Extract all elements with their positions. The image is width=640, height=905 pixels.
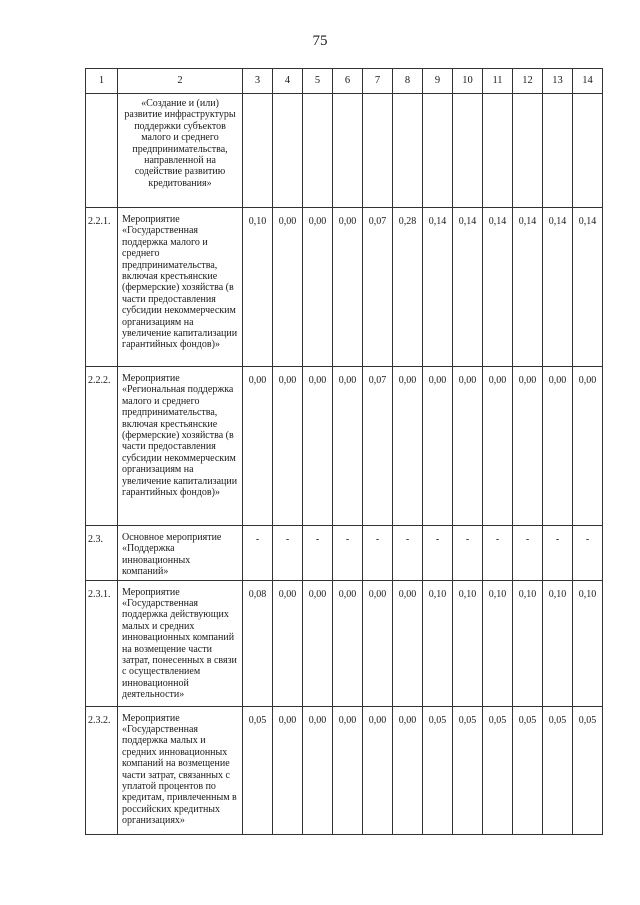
- row-number-cell: 2.3.1.: [86, 580, 118, 706]
- value-cell: 0,00: [243, 367, 273, 526]
- value-cell: 0,14: [543, 208, 573, 367]
- value-cell: -: [543, 526, 573, 581]
- value-cell: 0,00: [393, 367, 423, 526]
- value-cell: -: [393, 526, 423, 581]
- value-cell: 0,10: [573, 580, 603, 706]
- value-cell: 0,10: [513, 580, 543, 706]
- value-cell: 0,00: [363, 706, 393, 834]
- value-cell: [363, 94, 393, 208]
- page-number: 75: [312, 33, 328, 49]
- row-name-cell: Основное мероприятие «Поддержка инновационных компаний»: [118, 526, 243, 581]
- value-cell: [573, 94, 603, 208]
- header-cell: 7: [363, 69, 393, 94]
- header-cell: 6: [333, 69, 363, 94]
- value-cell: 0,00: [303, 208, 333, 367]
- value-cell: -: [423, 526, 453, 581]
- value-cell: -: [573, 526, 603, 581]
- row-name-cell: Мероприятие «Государственная поддержка действующих малых и средних инновационных компаний на возмещение части затрат, понесенных в связи с осуществлением инновационной деятельности»: [118, 580, 243, 706]
- value-cell: 0,05: [573, 706, 603, 834]
- header-cell: 4: [273, 69, 303, 94]
- header-cell: 11: [483, 69, 513, 94]
- value-cell: 0,28: [393, 208, 423, 367]
- header-cell: 10: [453, 69, 483, 94]
- value-cell: 0,05: [543, 706, 573, 834]
- value-cell: [543, 94, 573, 208]
- data-table: [85, 68, 603, 835]
- value-cell: [513, 94, 543, 208]
- header-cell: 2: [118, 69, 243, 94]
- value-cell: 0,00: [273, 208, 303, 367]
- value-cell: [483, 94, 513, 208]
- header-cell: 1: [86, 69, 118, 94]
- value-cell: [393, 94, 423, 208]
- value-cell: 0,14: [453, 208, 483, 367]
- value-cell: 0,00: [513, 367, 543, 526]
- row-number-cell: 2.3.: [86, 526, 118, 581]
- value-cell: 0,00: [303, 580, 333, 706]
- row-name-cell: Мероприятие «Государственная поддержка малого и среднего предпринимательства, включая крестьянские (фермерские) хозяйства (в части предоставления субсидии некоммерческим организациям на увеличение капитализации гарантийных фондов)»: [118, 208, 243, 367]
- value-cell: -: [333, 526, 363, 581]
- header-cell: 5: [303, 69, 333, 94]
- table-row: [86, 94, 603, 208]
- value-cell: 0,14: [423, 208, 453, 367]
- value-cell: 0,14: [513, 208, 543, 367]
- header-cell: 13: [543, 69, 573, 94]
- value-cell: 0,00: [573, 367, 603, 526]
- value-cell: 0,10: [483, 580, 513, 706]
- value-cell: 0,00: [333, 706, 363, 834]
- value-cell: 0,05: [243, 706, 273, 834]
- value-cell: [303, 94, 333, 208]
- value-cell: 0,00: [363, 580, 393, 706]
- value-cell: 0,00: [273, 706, 303, 834]
- header-cell: 9: [423, 69, 453, 94]
- row-number-cell: [86, 94, 118, 208]
- value-cell: 0,00: [303, 367, 333, 526]
- header-row: [86, 69, 603, 94]
- value-cell: 0,00: [483, 367, 513, 526]
- value-cell: [423, 94, 453, 208]
- header-cell: 8: [393, 69, 423, 94]
- value-cell: [243, 94, 273, 208]
- value-cell: 0,10: [243, 208, 273, 367]
- value-cell: 0,00: [393, 580, 423, 706]
- value-cell: 0,10: [423, 580, 453, 706]
- table-row: [86, 208, 603, 367]
- header-cell: 14: [573, 69, 603, 94]
- value-cell: -: [513, 526, 543, 581]
- value-cell: 0,00: [543, 367, 573, 526]
- value-cell: [333, 94, 363, 208]
- value-cell: -: [453, 526, 483, 581]
- row-number-cell: 2.2.1.: [86, 208, 118, 367]
- value-cell: 0,05: [483, 706, 513, 834]
- header-cell: 3: [243, 69, 273, 94]
- value-cell: -: [363, 526, 393, 581]
- value-cell: 0,10: [453, 580, 483, 706]
- value-cell: 0,00: [333, 367, 363, 526]
- value-cell: -: [243, 526, 273, 581]
- value-cell: 0,00: [393, 706, 423, 834]
- row-name-cell: Мероприятие «Региональная поддержка малого и среднего предпринимательства, включая крестьянские (фермерские) хозяйства (в части предоставления субсидии некоммерческим организациям на увеличение капитализации гарантийных фондов)»: [118, 367, 243, 526]
- value-cell: -: [483, 526, 513, 581]
- value-cell: 0,07: [363, 208, 393, 367]
- value-cell: -: [273, 526, 303, 581]
- value-cell: 0,14: [483, 208, 513, 367]
- table-row: [86, 367, 603, 526]
- table-row: [86, 580, 603, 706]
- row-name-cell: «Создание и (или) развитие инфраструктуры поддержки субъектов малого и среднего предпринимательства, направленной на содействие развитию кредитования»: [118, 94, 243, 208]
- value-cell: 0,08: [243, 580, 273, 706]
- value-cell: 0,00: [333, 208, 363, 367]
- value-cell: 0,07: [363, 367, 393, 526]
- row-number-cell: 2.2.2.: [86, 367, 118, 526]
- value-cell: 0,05: [513, 706, 543, 834]
- value-cell: [273, 94, 303, 208]
- value-cell: 0,10: [543, 580, 573, 706]
- header-cell: 12: [513, 69, 543, 94]
- value-cell: 0,00: [333, 580, 363, 706]
- value-cell: 0,00: [303, 706, 333, 834]
- value-cell: 0,14: [573, 208, 603, 367]
- value-cell: 0,00: [453, 367, 483, 526]
- table-row: [86, 526, 603, 581]
- value-cell: 0,00: [423, 367, 453, 526]
- value-cell: [453, 94, 483, 208]
- value-cell: 0,00: [273, 367, 303, 526]
- table-row: [86, 706, 603, 834]
- value-cell: 0,00: [273, 580, 303, 706]
- row-name-cell: Мероприятие «Государственная поддержка малых и средних инновационных компаний на возмещение части затрат, связанных с уплатой процентов по кредитам, привлеченным в российских кредитных организациях»: [118, 706, 243, 834]
- value-cell: 0,05: [453, 706, 483, 834]
- row-number-cell: 2.3.2.: [86, 706, 118, 834]
- value-cell: 0,05: [423, 706, 453, 834]
- value-cell: -: [303, 526, 333, 581]
